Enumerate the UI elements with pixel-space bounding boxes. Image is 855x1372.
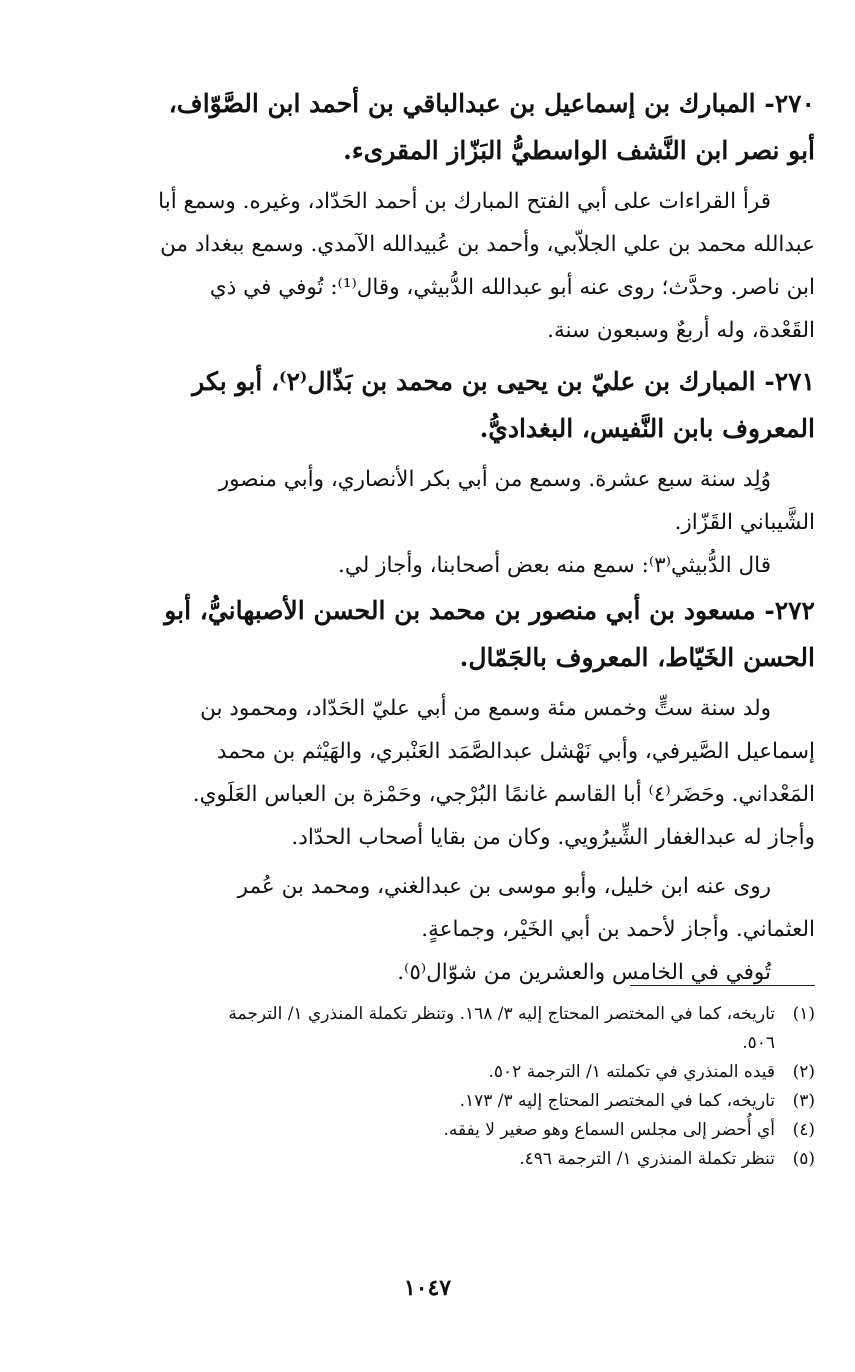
heading-line: ٢٧٠- المبارك بن إسماعيل بن عبدالباقي بن أحمد ابن الصَّوّاف، [168,89,815,118]
heading-line: ٢٧٢- مسعود بن أبي منصور بن محمد بن الحسن الأصبهانيُّ، أبو [164,596,815,625]
entry-paragraph [70,951,815,994]
entry-paragraph [70,544,815,587]
entry-heading [70,358,815,452]
entry-heading [70,587,815,681]
text-line: وُلِد سنة سبع عشرة. وسمع من أبي بكر الأنصاري، وأبي منصور [218,467,771,492]
heading-line: ٢٧١- المبارك بن عليّ بن يحيى بن محمد بن بَذّال⁽٢⁾، أبو بكر [192,367,815,396]
entry-paragraph [70,458,815,544]
footnotes [70,1000,815,1174]
text-line: الشَّيباني القَزّاز. [674,510,815,535]
text-line: إسماعيل الصَّيرفي، وأبي نَهْشل عبدالصَّمَد العَنْبري، والهَيْثم بن محمد [216,739,815,764]
footnote [70,1058,815,1087]
footnote-line: قيده المنذري في تكملته ١/ الترجمة ٥٠٢. [488,1062,775,1082]
text-line: المَعْداني. وحَضَر⁽٤⁾ أبا القاسم غانمًا البُرْجي، وحَمْزة بن العباس العَلَوي. [192,782,815,807]
text-line: روى عنه ابن خليل، وأبو موسى بن عبدالغني، ومحمد بن عُمر [237,874,771,899]
footnote-line: تاريخه، كما في المختصر المحتاج إليه ٣/ ١٧٣. [459,1091,775,1111]
footnote [70,1087,815,1116]
text-line: عبدالله محمد بن علي الجلاّبي، وأحمد بن عُبيدالله الآمدي. وسمع ببغداد من [160,232,815,257]
entry-paragraph [70,865,815,951]
text-line: العثماني. وأجاز لأحمد بن أبي الخَيْر، وجماعةٍ. [421,917,815,942]
footnote-text [70,1145,775,1174]
footnote [70,1116,815,1145]
main-text [70,80,815,994]
footnote-divider [630,985,815,986]
footnote-text [70,1116,775,1145]
footnote-text [70,1000,775,1058]
footnote-text [70,1087,775,1116]
text-line: ابن ناصر. وحدَّث؛ روى عنه أبو عبدالله الدُّبيثي، وقال⁽¹⁾: تُوفي في ذي [209,275,815,300]
footnote-line: تاريخه، كما في المختصر المحتاج إليه ٣/ ١٦٨. وتنظر تكملة المنذري ١/ الترجمة [228,1004,775,1024]
footnote-line: تنظر تكملة المنذري ١/ الترجمة ٤٩٦. [519,1149,775,1169]
entry-paragraph [70,180,815,352]
entry-heading [70,80,815,174]
heading-line: المعروف بابن النَّفيس، البغداديُّ. [479,414,815,443]
footnote-number: (٣) [792,1091,815,1111]
heading-line: الحسن الخَيّاط، المعروف بالجَمّال. [459,643,815,672]
footnote-line: ٥٠٦. [742,1033,775,1053]
footnote [70,1000,815,1058]
footnote-number: (٤) [792,1120,815,1140]
heading-line: أبو نصر ابن النَّشف الواسطيُّ البَزّاز المقرىء. [343,136,815,165]
footnote-number: (٥) [792,1149,815,1169]
text-line: قرأ القراءات على أبي الفتح المبارك بن أحمد الحَدّاد، وغيره. وسمع أبا [158,189,771,214]
text-line: قال الدُّبيثي⁽٣⁾: سمع منه بعض أصحابنا، وأجاز لي. [338,553,771,578]
footnote-number: (١) [792,1004,815,1024]
footnote-line: أي أُحضر إلى مجلس السماع وهو صغير لا يفقه. [443,1120,775,1140]
footnote-text [70,1058,775,1087]
footnote-number: (٢) [792,1062,815,1082]
text-line: وأجاز له عبدالغفار الشِّيرُويي. وكان من بقايا أصحاب الحدّاد. [291,825,815,850]
text-line: القَعْدة، وله أربعٌ وسبعون سنة. [547,318,815,343]
text-line: ولد سنة ستٍّ وخمس مئة وسمع من أبي عليّ الحَدّاد، ومحمود بن [200,696,771,721]
page-number: ١٠٤٧ [403,1275,452,1301]
entry-paragraph [70,687,815,859]
footnote [70,1145,815,1174]
text-line: تُوفي في الخامس والعشرين من شوّال⁽٥⁾. [397,960,771,985]
